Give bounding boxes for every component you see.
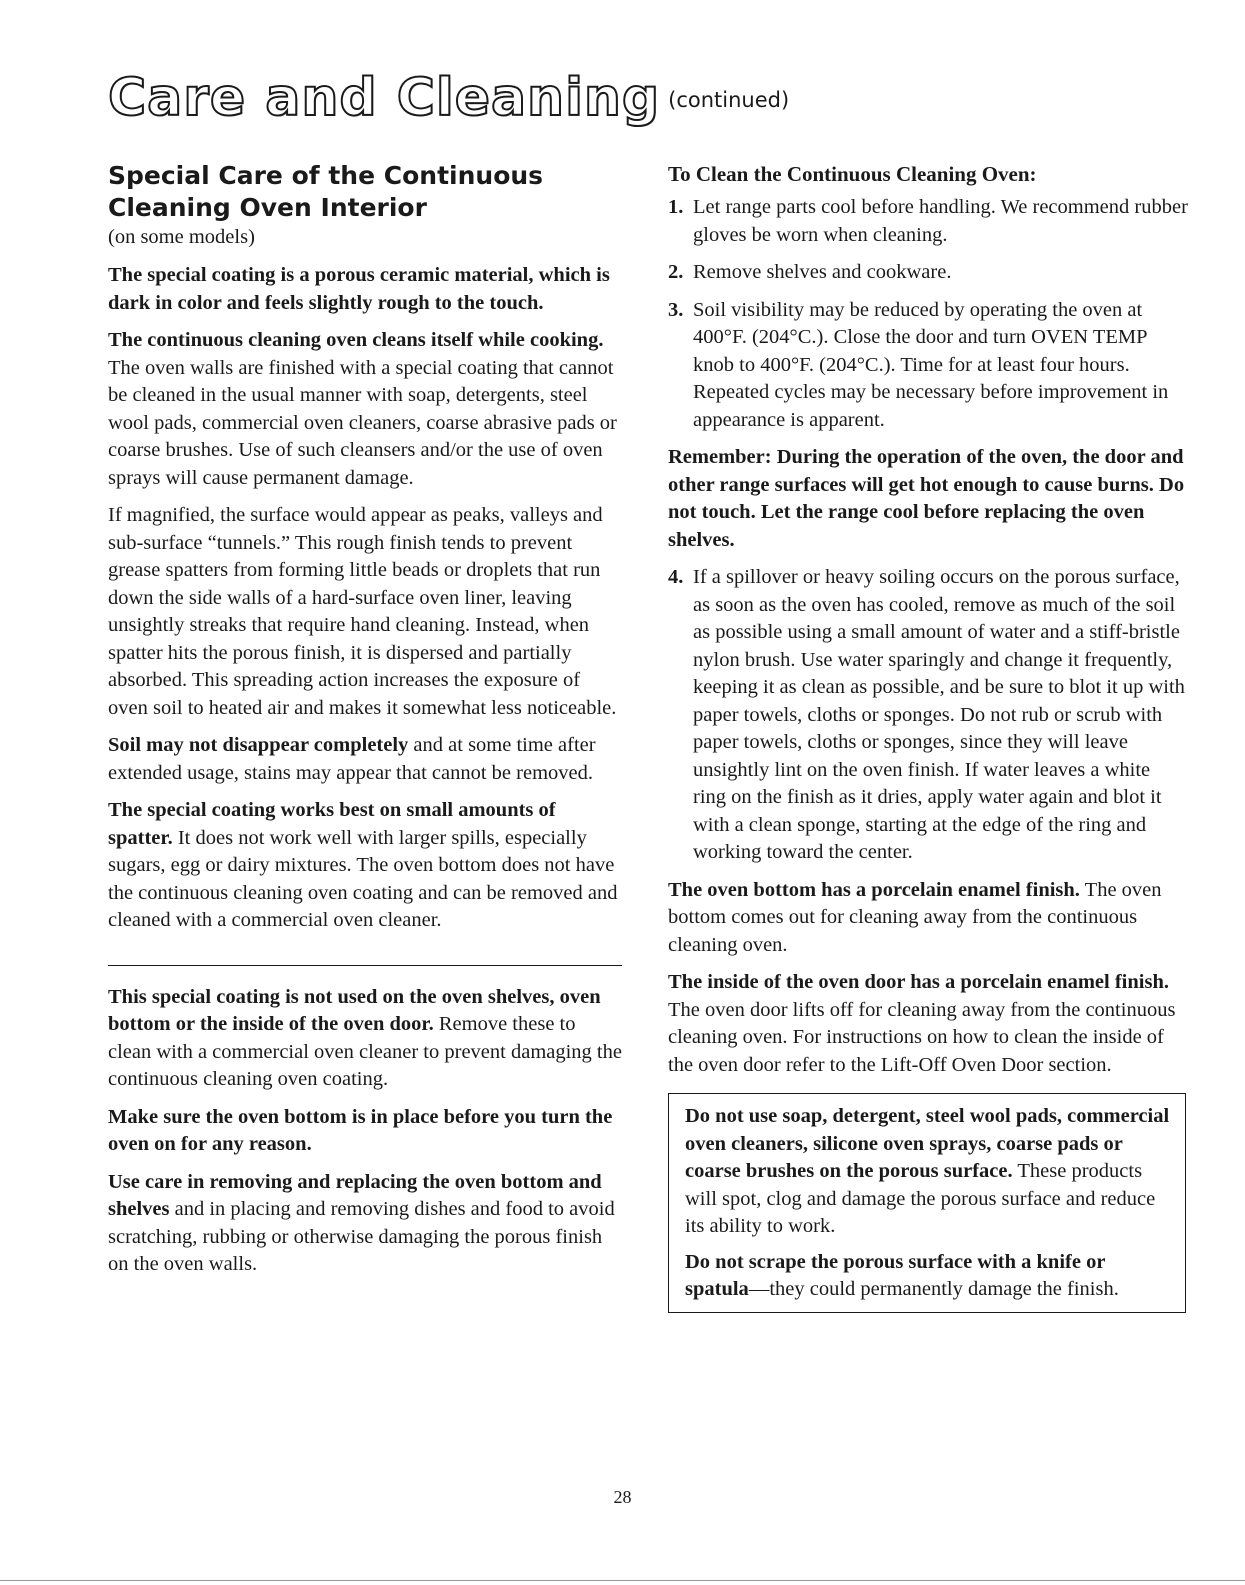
paragraph-not-used-bold: This special coating is not used on the oven shelves, oven bottom or the inside of the oven door. <box>108 985 601 1035</box>
caution-box <box>668 1093 1186 1313</box>
cleaning-steps-heading: To Clean the Continuous Cleaning Oven: <box>668 162 1037 186</box>
step-number: 3. <box>668 298 684 321</box>
paragraph-oven-bottom-finish <box>668 877 1188 960</box>
paragraph-oven-door-finish-bold: The inside of the oven door has a porcelain enamel finish. <box>668 971 1169 993</box>
divider <box>108 965 622 966</box>
paragraph-coating <box>108 262 622 317</box>
paragraph-coating-bold: The special coating is a porous ceramic material, which is dark in color and feels slightly rough to the touch. <box>108 264 610 314</box>
step-text: Remove shelves and cookware. <box>693 261 952 283</box>
list-item <box>668 564 1188 867</box>
step-number: 1. <box>668 196 684 218</box>
paragraph-oven-door-finish-text: The oven door lifts off for cleaning away from the continuous cleaning oven. For instructions on how to clean the inside of the oven door refer to the Lift-Off Oven Door section. <box>668 998 1176 1076</box>
step-number: 2. <box>668 261 684 283</box>
paragraph-oven-door-finish <box>668 969 1188 1079</box>
paragraph-not-used <box>108 984 622 1094</box>
step-text: Soil visibility may be reduced by operating the oven at 400°F. (204°C.). Close the door and turn OVEN TEMP knob to 400°F. (204°C.). Time for at least four hours. Repeated cycles may be necessary before improvement in appearance is apparent. <box>693 298 1169 431</box>
paragraph-oven-bottom-finish-bold: The oven bottom has a porcelain enamel finish. <box>668 878 1080 901</box>
cleaning-steps-list-continued <box>668 564 1188 867</box>
remember-warning-bold: Remember: During the operation of the oven, the door and other range surfaces will get hot enough to cause burns. Do not touch. Let the range cool before replacing the oven shelves. <box>668 446 1185 551</box>
list-item <box>668 259 1188 287</box>
paragraph-oven-bottom-in-place-bold: Make sure the oven bottom is in place before you turn the oven on for any reason. <box>108 1105 613 1155</box>
paragraph-soil-bold: Soil may not disappear completely <box>108 734 409 756</box>
section-subheading: (on some models) <box>108 226 255 248</box>
paragraph-soil <box>108 732 622 787</box>
paragraph-use-care-text: and in placing and removing dishes and food to avoid scratching, rubbing or otherwise damaging the porous finish on the oven walls. <box>108 1198 615 1275</box>
caution-paragraph-2-bold: Do not scrape the porous surface with a knife or spatula <box>685 1250 1106 1300</box>
list-item <box>668 297 1188 435</box>
paragraph-oven-bottom-finish-text: The oven bottom comes out for cleaning away from the continuous cleaning oven. <box>668 878 1162 956</box>
paragraph-cleans-itself-text: The oven walls are finished with a special coating that cannot be cleaned in the usual manner with soap, detergents, steel wool pads, commercial oven cleaners, coarse abrasive pads or coarse brushes. Use of such cleansers and/or the use of oven sprays will cause permanent damage. <box>108 356 617 489</box>
paragraph-magnified-text: If magnified, the surface would appear as peaks, valleys and sub-surface “tunnels.” This rough finish tends to prevent grease spatters from forming little beads or droplets that run down the side walls of a hard-surface oven liner, leaving unsightly streaks that require hand cleaning. Instead, when spatter hits the porous finish, it is dispersed and partially absorbed. This spreading action increases the exposure of oven soil to heated air and makes it somewhat less noticeable. <box>108 504 617 719</box>
remember-warning <box>668 444 1188 554</box>
left-column <box>108 160 622 1289</box>
paragraph-not-used-text: Remove these to clean with a commercial oven cleaner to prevent damaging the continuous cleaning oven coating. <box>108 1013 622 1090</box>
caution-paragraph-1-bold: Do not use soap, detergent, steel wool pads, commercial oven cleaners, silicone oven sprays, coarse pads or coarse brushes on the porous surface. <box>685 1105 1170 1182</box>
step-number: 4. <box>668 566 684 588</box>
caution-paragraph-2-text: —they could permanently damage the finish. <box>748 1278 1119 1300</box>
caution-paragraph-1 <box>685 1103 1171 1241</box>
section-heading-line2: Cleaning Oven Interior <box>108 193 427 222</box>
caution-paragraph-2 <box>685 1249 1171 1304</box>
right-column <box>668 160 1188 1313</box>
bottom-edge-line <box>0 1580 1245 1581</box>
paragraph-use-care <box>108 1169 622 1279</box>
paragraph-works-best <box>108 797 622 935</box>
paragraph-works-best-text: It does not work well with larger spills, especially sugars, egg or dairy mixtures. The oven bottom does not have the continuous cleaning oven coating and can be removed and cleaned with a commercial oven cleaner. <box>108 826 618 931</box>
cleaning-steps-list <box>668 194 1188 434</box>
section-heading <box>108 160 622 224</box>
page-number: 28 <box>613 1487 632 1507</box>
paragraph-cleans-itself-bold: The continuous cleaning oven cleans itself while cooking. <box>108 329 604 351</box>
paragraph-works-best-bold: The special coating works best on small amounts of spatter. <box>108 799 556 849</box>
step-text: If a spillover or heavy soiling occurs on the porous surface, as soon as the oven has cooled, remove as much of the soil as possible using a small amount of water and a stiff-bristle nylon brush. Use water sparingly and change it frequently, keeping it as clean as possible, and be sure to blot it up with paper towels, cloths or sponges. Do not rub or scrub with paper towels, cloths or sponges, since they will leave unsightly lint on the oven finish. If water leaves a white ring on the finish as it dries, apply water again and blot it with a clean sponge, starting at the edge of the ring and working toward the center. <box>693 566 1185 863</box>
paragraph-soil-text: and at some time after extended usage, stains may appear that cannot be removed. <box>108 734 596 784</box>
paragraph-cleans-itself <box>108 327 622 492</box>
paragraph-use-care-bold: Use care in removing and replacing the oven bottom and shelves <box>108 1170 602 1220</box>
title-continued: (continued) <box>668 88 790 112</box>
page-title <box>108 68 789 128</box>
caution-paragraph-1-text: These products will spot, clog and damage the porous surface and reduce its ability to work. <box>685 1160 1156 1237</box>
paragraph-oven-bottom-in-place <box>108 1104 622 1159</box>
title-text: Care and Cleaning <box>108 68 661 128</box>
list-item <box>668 194 1188 249</box>
section-heading-line1: Special Care of the Continuous <box>108 161 544 190</box>
paragraph-magnified <box>108 502 622 722</box>
step-text: Let range parts cool before handling. We recommend rubber gloves be worn when cleaning. <box>693 196 1188 246</box>
